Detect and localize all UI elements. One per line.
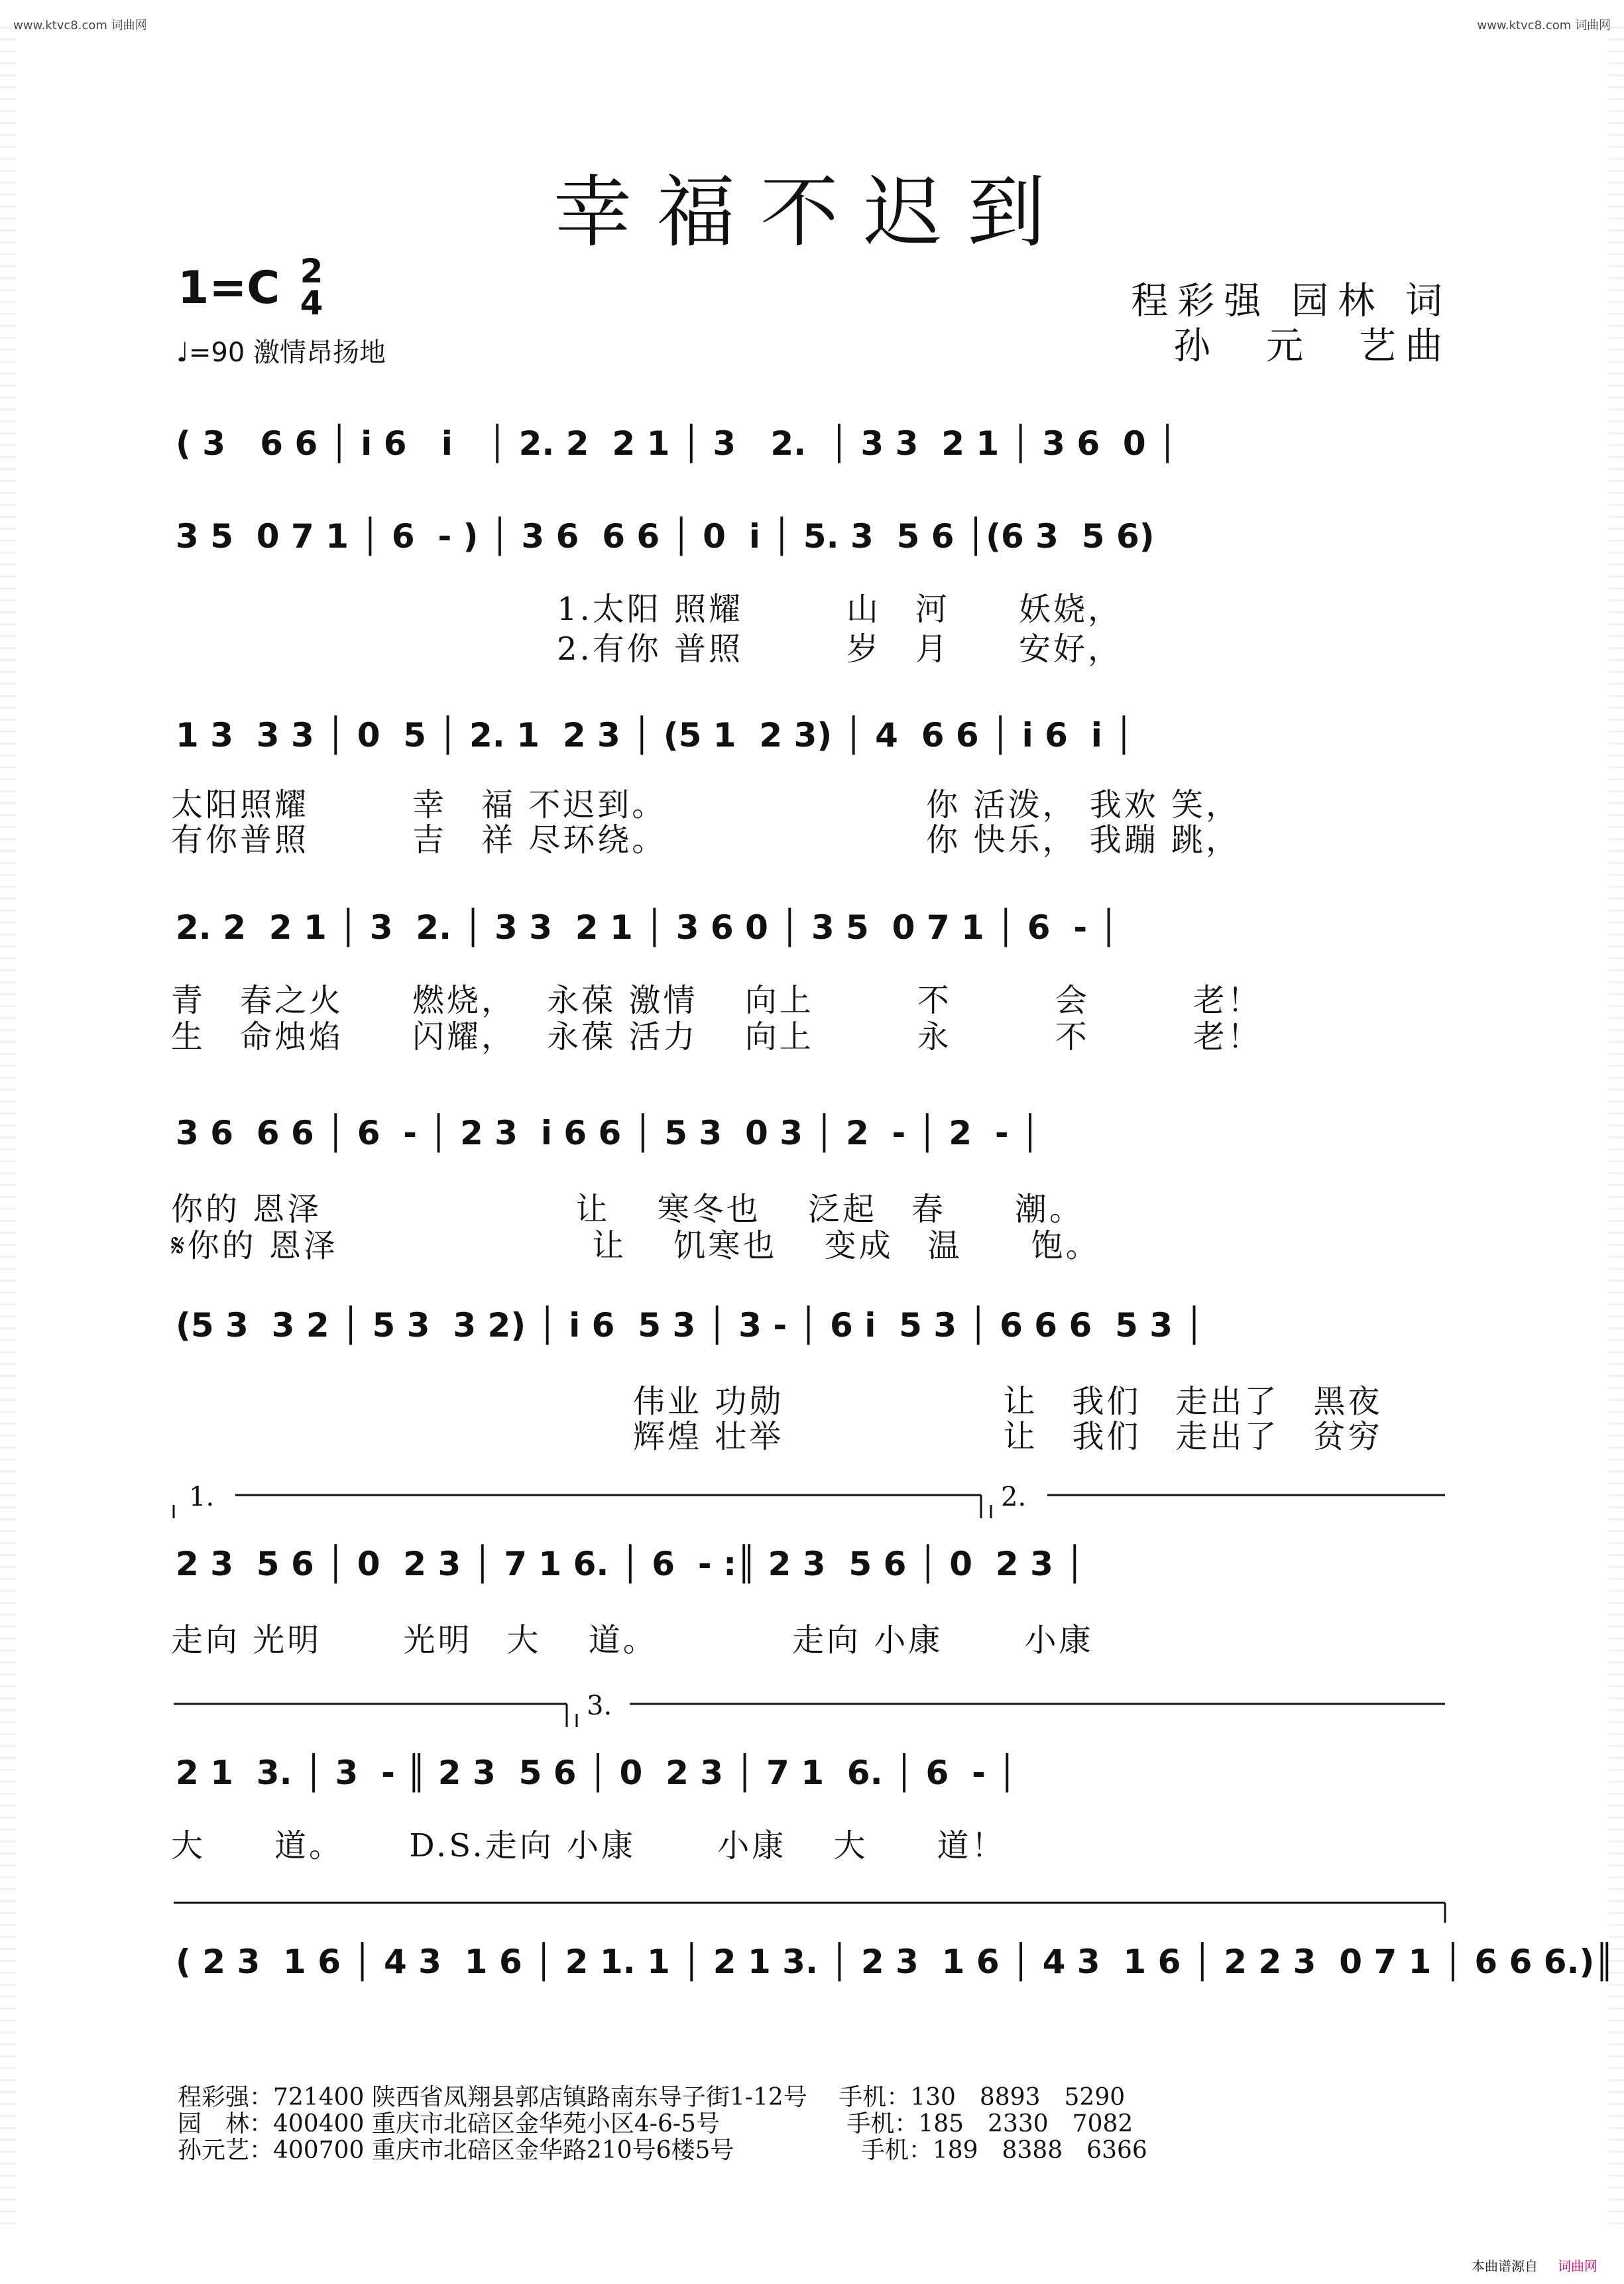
tempo-marking: ♩=90 激情昂扬地 (176, 337, 386, 368)
staff-line-6 (169, 1286, 1455, 1366)
notes-line-7: 2 3 5 6 │ 0 2 3 │ 7 1 6. │ 6 - :║ 2 3 5 6 │ 0 2 3 │ (176, 1545, 1085, 1583)
lyric-line-3a: 太阳照耀 幸 福 不迟到。 你 活泼， 我欢 笑， (171, 786, 1241, 823)
staff-line-9 (169, 1923, 1615, 2002)
song-title: 幸福不迟到 (553, 166, 1071, 258)
lyric-line-2a: 1.太阳 照耀 山 河 妖娆， (557, 591, 1123, 628)
lyricist-credit: 程彩强 园林 词 (1131, 280, 1452, 323)
lyric-line-6b: 辉煌 壮举 让 我们 走出了 贫穷 (633, 1418, 1383, 1455)
volta-bracket-third (0, 1687, 1624, 1734)
notes-line-5: 3 6 6 6 │ 6 - │ 2 3 i 6 6 │ 5 3 0 3 │ 2 - │ 2 - │ (176, 1114, 1041, 1152)
lyric-line-6a: 伟业 功勋 让 我们 走出了 黑夜 (633, 1383, 1383, 1420)
notes-line-9: ( 2 3 1 6 │ 4 3 1 6 │ 2 1. 1 │ 2 1 3. │ 2 3 1 6 │ 4 3 1 6 │ 2 2 3 0 7 1 │ 6 6 6.)║ (176, 1943, 1615, 1981)
lyric-line-5b: 𝄋你的 恩泽 让 饥寒也 变成 温 饱。 (171, 1227, 1100, 1264)
staff-line-5 (169, 1094, 1455, 1173)
time-signature (292, 252, 331, 322)
time-sig-bottom: 4 (300, 284, 323, 322)
notes-line-3: 1 3 3 3 │ 0 5 │ 2. 1 2 3 │ (5 1 2 3) │ 4 6 6 │ i 6 i │ (176, 716, 1134, 754)
notes-line-8: 2 1 3. │ 3 - ║ 2 3 5 6 │ 0 2 3 │ 7 1 6. │ 6 - │ (176, 1754, 1017, 1792)
volta-second: 2. (1001, 1482, 1027, 1512)
volta-third: 3. (587, 1691, 612, 1721)
composer-credit: 孙 元 艺曲 (1173, 325, 1452, 368)
footer-brand: 词曲网 (1558, 2258, 1597, 2274)
notes-line-1: ( 3 6 6 │ i 6 i │ 2. 2 2 1 │ 3 2. │ 3 3 2 1 │ 3 6 0 │ (176, 424, 1178, 463)
notes-line-6: (5 3 3 2 │ 5 3 3 2) │ i 6 5 3 │ 3 - │ 6 i 5 3 │ 6 6 6 5 3 │ (176, 1306, 1204, 1345)
contact-line-2: 园 林：400400 重庆市北碚区金华苑小区4-6-5号 手机：185 2330 7082 (178, 2110, 1133, 2137)
time-sig-top: 2 (300, 252, 323, 290)
staff-line-3 (169, 696, 1455, 776)
notes-line-2: 3 5 0 7 1 │ 6 - ) │ 3 6 6 6 │ 0 i │ 5. 3 5 6 │(6 3 5 6) (176, 517, 1155, 556)
staff-line-4 (169, 888, 1455, 968)
staff-line-7 (169, 1525, 1455, 1604)
lyric-line-4a: 青 春之火 燃烧， 永葆 激情 向上 不 会 老！ (171, 982, 1262, 1019)
staff-line-1 (169, 404, 1455, 484)
notes-line-4: 2. 2 2 1 │ 3 2. │ 3 3 2 1 │ 3 6 0 │ 3 5 0 7 1 │ 6 - │ (176, 908, 1119, 947)
header-site-left: www.ktvc8.com 词曲网 (13, 19, 147, 32)
lyric-line-8: 大 道。 D.S.走向 小康 小康 大 道！ (171, 1827, 1006, 1864)
volta-brackets (0, 1478, 1624, 1525)
lyric-line-4b: 生 命烛焰 闪耀， 永葆 活力 向上 永 不 老！ (171, 1018, 1262, 1055)
lyric-line-7: 走向 光明 光明 大 道。 走向 小康 小康 (171, 1622, 1094, 1659)
staff-line-2 (169, 497, 1455, 577)
lyric-line-3b: 有你普照 吉 祥 尽环绕。 你 快乐， 我蹦 跳， (171, 821, 1241, 859)
key-signature: 1=C (178, 262, 280, 314)
footer-source-label: 本曲谱源自 (1472, 2258, 1538, 2274)
volta-first: 1. (189, 1482, 215, 1512)
lyric-line-2b: 2.有你 普照 岁 月 安好， (557, 631, 1123, 668)
header-site-right: www.ktvc8.com 词曲网 (1477, 19, 1611, 32)
lyric-line-5a: 你的 恩泽 让 寒冬也 泛起 春 潮。 (171, 1191, 1084, 1228)
contact-line-1: 程彩强：721400 陕西省凤翔县郭店镇路南东导子街1-12号 手机：130 8893 5290 (178, 2084, 1126, 2111)
staff-line-8 (169, 1734, 1455, 1813)
contact-line-3: 孙元艺：400700 重庆市北碚区金华路210号6楼5号 手机：189 8388 6366 (178, 2137, 1147, 2164)
